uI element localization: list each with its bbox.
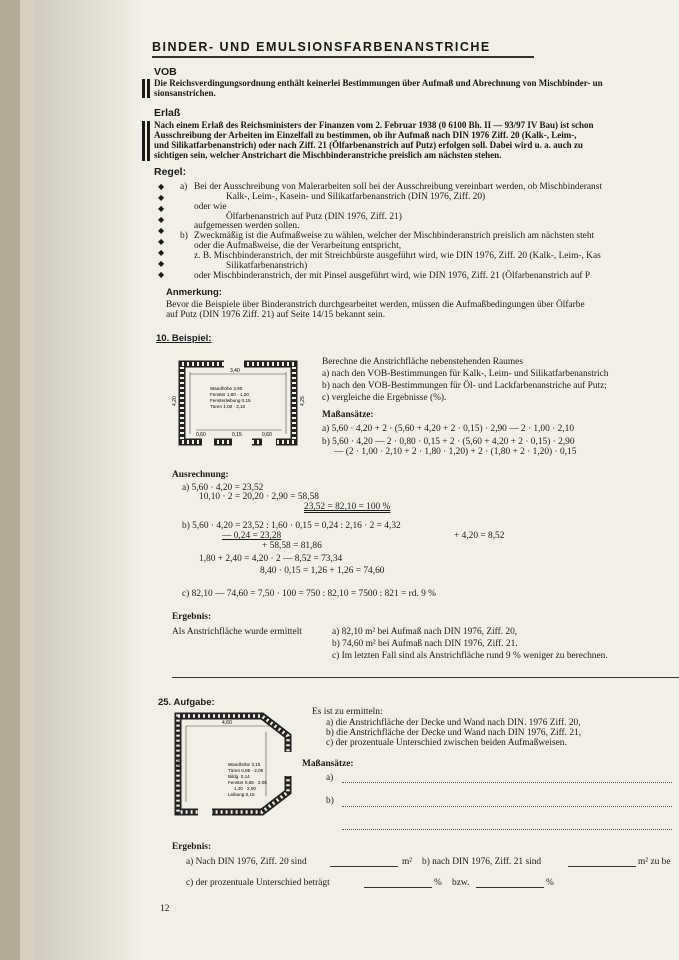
regel-line: Silikatfarbenanstrich) [226, 261, 308, 271]
bullet-dot: ◆ [158, 248, 165, 257]
aufgabe-task-line: b) die Anstrichfläche der Decke und Wand nach DIN 1976, Ziff. 21, [326, 728, 582, 738]
plan-dim-bottom-mid: 0,15 [232, 432, 242, 438]
calc-b-line: b) 5,60 · 4,20 = 23,52 : 1,60 · 0,15 = 0,24 : 2,16 · 2 = 4,32 [182, 521, 401, 531]
answer-blank-b[interactable] [568, 866, 636, 867]
answer-label-b: b) [326, 796, 334, 806]
plan-dim-bottom-left: 0,60 [196, 432, 206, 438]
regel-b-label: b) [180, 231, 188, 241]
regel-line: aufgemessen werden sollen. [194, 221, 300, 231]
erlass-bar-2 [147, 121, 150, 161]
plan-dim-right: 4,25 [300, 396, 306, 406]
vob-bar-2 [147, 79, 150, 98]
erlass-line-2: Ausschreibung der Arbeiten im Einzelfall zu bestimmen, ob ihr Aufmaß nach DIN 1976 Ziff. 20 (Kalk-, Leim-, [154, 130, 577, 140]
plan-dim-left: 4,20 [172, 396, 178, 406]
massansatz-b: b) 5,60 · 4,20 — 2 · 0,80 · 0,15 + 2 · (5,60 + 4,20 + 2 · 0,15) · 2,90 [322, 437, 575, 447]
erlass-heading: Erlaß [154, 107, 181, 119]
erlass-line-1: Nach einem Erlaß des Reichsministers der Finanzen vom 2. Februar 1938 (0 6100 Bh. II — 93/97 IV Bau) ist schon [154, 120, 594, 130]
page-number: 12 [160, 904, 170, 914]
vob-bar-1 [142, 79, 145, 98]
bullet-dot: ◆ [158, 204, 165, 213]
regel-line: z. B. Mischbinderanstrich, der mit Streichbürste ausgeführt wird, wie DIN 1976, Ziff. 20 (Kalk-, Leim-, Kas [194, 251, 601, 261]
regel-line: Zweckmäßig ist die Aufmaßweise zu wählen, welcher der Mischbinderanstrich preislich am nächsten steht [194, 231, 595, 241]
answer-line-a-2[interactable] [342, 806, 672, 807]
page-shadow [34, 0, 144, 960]
regel-line: oder Mischbinderanstrich, der mit Pinsel ausgeführt wird, wie DIN 1976, Ziff. 21 (Ölfarbenanstrich auf P [194, 271, 591, 281]
regel-a-label: a) [180, 182, 188, 192]
bullet-dot: ◆ [158, 193, 165, 202]
plan-note: Fenster 1,80 · 1,20 [210, 392, 249, 397]
answer-line-a-1[interactable] [342, 782, 672, 783]
regel-line: Kalk-, Leim-, Kasein- und Silikatfarbenanstrich (DIN 1976, Ziff. 20) [226, 192, 486, 202]
bullet-dot: ◆ [158, 237, 165, 246]
vob-heading: VOB [154, 66, 177, 78]
erlass-bar-1 [142, 121, 145, 161]
plan-dim-top: 4,60 [222, 720, 232, 726]
aufgabe-heading: 25. Aufgabe: [158, 697, 215, 708]
section-divider [172, 677, 679, 678]
plan-note: Leibung 0,15 [228, 792, 255, 797]
answer-blank-c2[interactable] [476, 887, 544, 888]
anmerkung-line-2: auf Putz (DIN 1976 Ziff. 21) auf Seite 14/15 bekannt sein. [166, 310, 386, 320]
bzw-label: bzw. [452, 878, 470, 888]
plan-note: Wandhöhe 2,90 [210, 386, 243, 391]
answer-label-a: a) [326, 773, 334, 783]
unit-b: m² zu be [638, 857, 671, 867]
task-line: a) nach den VOB-Bestimmungen für Kalk-, Leim- und Silikatfarbenanstrich [322, 369, 609, 379]
task-line: Berechne die Anstrichfläche nebenstehenden Raumes [322, 357, 523, 367]
document-page [34, 0, 679, 960]
calc-b-line: 1,80 + 2,40 = 4,20 · 2 — 8,52 = 73,34 [199, 554, 343, 564]
aufgabe-task-line: Es ist zu ermitteln: [312, 707, 383, 717]
bullet-dot: ◆ [158, 182, 165, 191]
plan-note: Wandhöhe 3,15 [228, 762, 261, 767]
page-title: BINDER- UND EMULSIONSFARBENANSTRICHE [152, 40, 491, 54]
vob-line-1: Die Reichsverdingungsordnung enthält keinerlei Bestimmungen über Aufmaß und Abrechnung von Mischbinder- un [154, 78, 603, 88]
ausrechnung-heading: Ausrechnung: [172, 470, 229, 480]
regel-line: oder wie [194, 202, 227, 212]
floor-plan-diagram [170, 708, 320, 828]
answer-blank-a[interactable] [330, 866, 398, 867]
title-underline [152, 56, 534, 58]
calc-b-line: — 0,24 = 23,28 [222, 531, 282, 541]
unit-a: m² [402, 857, 413, 867]
pct-1: % [434, 878, 442, 888]
ergebnis-line: a) 82,10 m² bei Aufmaß nach DIN 1976, Ziff. 20, [332, 627, 518, 637]
aufgabe-ergebnis-b: b) nach DIN 1976, Ziff. 21 sind [422, 857, 542, 867]
massansatz-a: a) 5,60 · 4,20 + 2 · (5,60 + 4,20 + 2 · 0,15) · 2,90 — 2 · 1,00 · 2,10 [322, 424, 575, 434]
ergebnis-line: c) Im letzten Fall sind als Anstrichfläche rund 9 % weniger zu berechnen. [332, 651, 608, 661]
plan-note: Türen 1,00 · 2,10 [210, 404, 246, 409]
beispiel-heading: 10. Beispiel: [156, 333, 212, 344]
aufgabe-ergebnis-a: a) Nach DIN 1976, Ziff. 20 sind [186, 857, 307, 867]
calc-a-line: 23,52 = 82,10 = 100 % [304, 502, 391, 512]
anmerkung-heading: Anmerkung: [166, 287, 222, 298]
bullet-dot: ◆ [158, 215, 165, 224]
plan-note: Fensterleibung 0,15 [210, 398, 251, 403]
bullet-dot: ◆ [158, 270, 165, 279]
bullet-dot: ◆ [158, 259, 165, 268]
aufgabe-ergebnis-heading: Ergebnis: [172, 842, 212, 852]
task-line: c) vergleiche die Ergebnisse (%). [322, 393, 447, 403]
regel-line: Ölfarbenanstrich auf Putz (DIN 1976, Ziff. 21) [226, 212, 402, 222]
bullet-dot: ◆ [158, 226, 165, 235]
plan-note: Bildg. 0,14 [228, 774, 250, 779]
pct-2: % [546, 878, 554, 888]
calc-b-line: + 4,20 = 8,52 [454, 531, 505, 541]
ergebnis-line: b) 74,60 m² bei Aufmaß nach DIN 1976, Ziff. 21. [332, 639, 518, 649]
aufgabe-ergebnis-c: c) der prozentuale Unterschied beträgt [186, 878, 330, 888]
answer-line-b-1[interactable] [342, 829, 672, 830]
ergebnis-heading: Ergebnis: [172, 612, 212, 622]
regel-heading: Regel: [154, 166, 187, 178]
aufgabe-massansaetze-heading: Maßansätze: [302, 759, 354, 769]
plan-dim-bottom-right: 0,60 [262, 432, 272, 438]
plan-note: 1,30 · 2,00 [234, 786, 256, 791]
regel-line: oder die Aufmaßweise, die der Verarbeitung entspricht, [194, 241, 402, 251]
calc-b-line: + 58,58 = 81,86 [262, 541, 322, 551]
anmerkung-line-1: Bevor die Beispiele über Binderanstrich durchgearbeitet werden, müssen die Aufmaßbedingungen über Ölfarbe [166, 300, 585, 310]
plan-note: Türen 0,85 · 2,05 [228, 768, 264, 773]
plan-dim-left: 3,80 [177, 760, 183, 770]
plan-note: Fenster 0,85 · 2,05 [228, 780, 267, 785]
ergebnis-lead: Als Anstrichfläche wurde ermittelt [172, 627, 302, 637]
aufgabe-task-line: c) der prozentuale Unterschied zwischen beiden Aufmaßweisen. [326, 738, 567, 748]
vob-line-2: sionsanstrichen. [154, 88, 216, 98]
room-plan-diagram [172, 350, 322, 454]
plan-dim-top: 3,40 [230, 368, 240, 374]
answer-blank-c1[interactable] [364, 887, 432, 888]
massansatz-b-cont: — (2 · 1,00 · 2,10 + 2 · 1,80 · 1,20) + 2 · (1,80 + 2 · 1,20) · 0,15 [334, 447, 577, 457]
calc-a-line: 10,10 · 2 = 20,20 · 2,90 = 58,58 [199, 492, 319, 502]
aufgabe-task-line: a) die Anstrichfläche der Decke und Wand nach DIN. 1976 Ziff. 20, [326, 718, 581, 728]
calc-a-line: a) 5,60 · 4,20 = 23,52 [182, 483, 264, 493]
regel-line: Bei der Ausschreibung von Malerarbeiten soll bei der Ausschreibung vereinbart werden, ob Mischbinderanst [194, 182, 602, 192]
massansaetze-heading: Maßansätze: [322, 410, 374, 420]
task-line: b) nach den VOB-Bestimmungen für Öl- und Lackfarbenanstriche auf Putz; [322, 381, 607, 391]
calc-b-line: 8,40 · 0,15 = 1,26 + 1,26 = 74,60 [260, 566, 385, 576]
erlass-line-4: sichtigen sein, welcher Anstrichart die Mischbinderanstriche preislich am nächsten stehen. [154, 150, 502, 160]
erlass-line-3: und Silikatfarbenanstrich) oder nach Ziff. 21 (Ölfarbenanstrich auf Putz) erfolgen soll. Dabei wird u. a. auch zu [154, 140, 583, 150]
calc-c-line: c) 82,10 — 74,60 = 7,50 · 100 = 750 : 82,10 = 7500 : 821 = rd. 9 % [182, 589, 436, 599]
